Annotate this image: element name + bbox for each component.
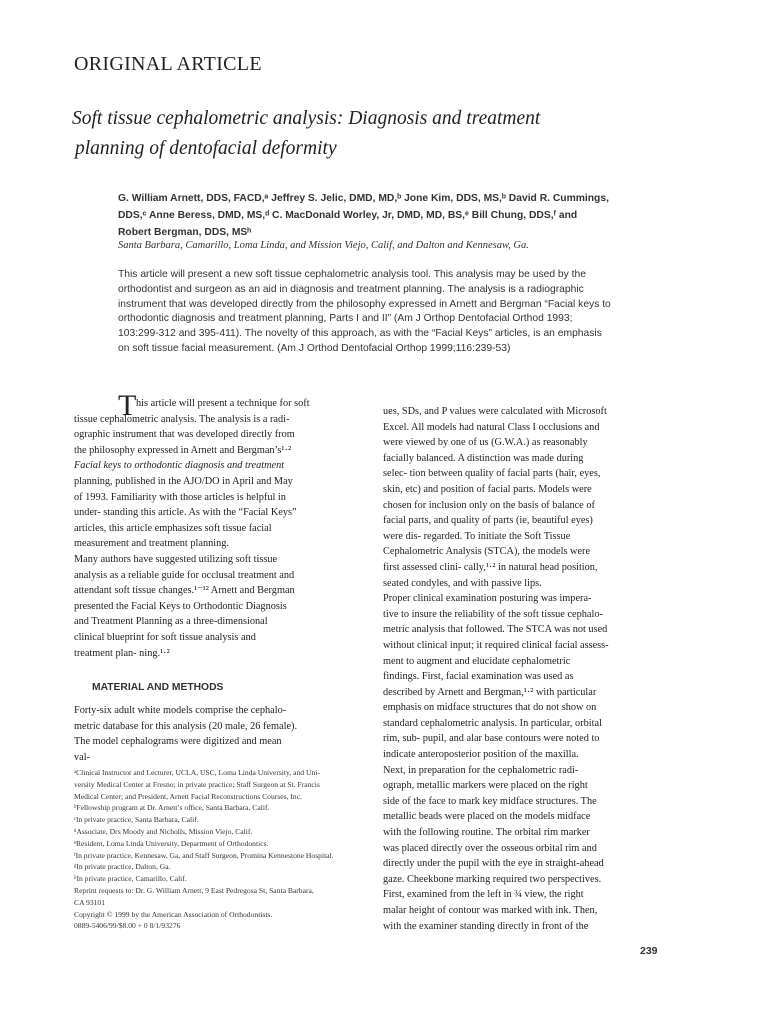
body-line: and Treatment Planning as a three-dimensional: [74, 616, 268, 628]
body-line: emphasis on midface structures that do not show on: [383, 702, 597, 714]
footnote-line: ʰIn private practice, Camarillo, Calif.: [74, 874, 187, 884]
body-line: Proper clinical examination posturing was impera-: [383, 593, 592, 605]
footnotes: [74, 767, 364, 932]
body-line: First, examined from the left in ¾ view, the right: [383, 889, 584, 901]
body-line: without clinical input; it required clinical facial assess-: [383, 639, 609, 651]
body-line: malar height of contour was marked with ink. Then,: [383, 905, 598, 916]
body-line: rim, sub- pupil, and alar base contours were noted to: [383, 733, 600, 745]
body-line: metric analysis that followed. The STCA was not used: [383, 624, 608, 636]
abstract-line: on soft tissue facial measurement. (Am J Orthod Dentofacial Orthop 1999;116:239-53): [118, 342, 511, 354]
body-line: presented the Facial Keys to Orthodontic Diagnosis: [74, 600, 287, 612]
section-heading: MATERIAL AND METHODS: [92, 682, 224, 693]
footnote-line: ᵉResident, Loma Linda University, Department of Orthodontics.: [74, 838, 269, 848]
author-line: G. William Arnett, DDS, FACD,ᵃ Jeffrey S. Jelic, DMD, MD,ᵇ Jone Kim, DDS, MS,ᵇ David R. Cummings,: [118, 193, 609, 204]
body-line: seated condyles, and with passive lips.: [383, 577, 542, 589]
body-line: were dis- regarded. To initiate the Soft Tissue: [383, 530, 571, 542]
footnote-line: Medical Center; and President, Arnett Facial Reconstructions Courses, Inc.: [74, 791, 302, 801]
body-line: chosen for inclusion only on the basis of balance of: [383, 499, 595, 511]
section-label: ORIGINAL ARTICLE: [74, 53, 262, 75]
footnote-line: ᶠIn private practice, Kennesaw, Ga, and Staff Surgeon, Promina Kennestone Hospital.: [74, 850, 334, 860]
body-line: treatment plan- ning.¹·²: [74, 647, 170, 659]
body-line: side of the face to mark key midface structures. The: [383, 795, 597, 807]
footnote-line: Copyright © 1999 by the American Association of Orthodontists.: [74, 909, 273, 919]
body-line: Forty-six adult white models comprise the cephalo-: [74, 705, 287, 716]
body-line: under- standing this article. As with the “Facial Keys”: [74, 507, 297, 519]
footnote-line: versity Medical Center at Fresno; in private practice; Staff Surgeon at St. Francis: [74, 779, 320, 789]
body-line: the philosophy expressed in Arnett and Bergman’s¹·²: [74, 444, 292, 456]
body-line: findings. First, facial examination was used as: [383, 671, 574, 683]
abstract-line: instrument that was developed directly from the philosophy expressed in Arnett and Bergman “Facial keys to: [118, 298, 611, 310]
left-column-intro: [74, 396, 354, 661]
footnote-line: ᶜIn private practice, Santa Barbara, Calif.: [74, 815, 199, 825]
abstract: [118, 268, 663, 357]
footnote-line: ᵃClinical Instructor and Lecturer, UCLA, USC, Loma Linda University, and Uni-: [74, 768, 320, 777]
body-line: indicate anteroposterior position of the maxilla.: [383, 749, 579, 761]
body-line: measurement and treatment planning.: [74, 538, 229, 550]
left-column-methods: [74, 703, 354, 765]
body-line: Facial keys to orthodontic diagnosis and treatment: [74, 460, 285, 472]
footnote-line: Reprint requests to: Dr. G. William Arnett, 9 East Pedregosa St, Santa Barbara,: [74, 885, 314, 895]
footnote-line: CA 93101: [74, 897, 106, 907]
author-line: DDS,ᶜ Anne Beress, DMD, MS,ᵈ C. MacDonald Worley, Jr, DMD, MD, BS,ᵉ Bill Chung, DDS,ᶠ and: [118, 210, 578, 221]
drop-cap: T: [118, 389, 137, 422]
footnote-line: 0889-5406/99/$8.00 + 0 8/1/93276: [74, 921, 181, 931]
body-line: gaze. Cheekbone marking required two perspectives.: [383, 873, 602, 885]
page-number: 239: [640, 945, 658, 957]
body-line: ment to augment and elucidate cephalometric: [383, 655, 571, 667]
abstract-line: 103:299-312 and 395-411). The novelty of this approach, as with the “Facial Keys” articles, is an emphasis: [118, 328, 602, 340]
body-line: articles, this article emphasizes soft tissue facial: [74, 522, 272, 534]
body-line: skin, etc) and position of facial parts. Models were: [383, 483, 592, 495]
body-line: directly under the pupil with the eye in straight-ahead: [383, 858, 604, 870]
body-line: facial parts, and quality of parts (ie, beautiful eyes): [383, 515, 593, 527]
body-line: of 1993. Familiarity with those articles is helpful in: [74, 491, 286, 503]
body-line: his article will present a technique for soft: [136, 398, 310, 409]
body-line: Excel. All models had natural Class I occlusions and: [383, 421, 600, 433]
body-line: Many authors have suggested utilizing soft tissue: [74, 553, 278, 565]
body-line: tive to insure the reliability of the soft tissue cephalo-: [383, 608, 603, 620]
body-line: with the examiner standing directly in front of the: [383, 920, 589, 932]
body-line: ues, SDs, and P values were calculated with Microsoft: [383, 406, 607, 417]
footnote-line: ᵇFellowship program at Dr. Arnett’s office, Santa Barbara, Calif.: [74, 803, 270, 813]
body-line: Next, in preparation for the cephalometric radi-: [383, 764, 579, 776]
body-line: were viewed by one of us (G.W.A.) as reasonably: [383, 437, 588, 449]
body-line: clinical blueprint for soft tissue analysis and: [74, 631, 256, 643]
abstract-line: orthodontic diagnosis and treatment planning, Parts I and II” (Am J Orthop Dentofacial Orthod 1993;: [118, 313, 573, 325]
right-column: [383, 404, 663, 934]
body-line: ograph, metallic markers were placed on the right: [383, 780, 588, 792]
footnote-line: ᵈAssociate, Drs Moody and Nicholls, Mission Viejo, Calif.: [74, 826, 253, 836]
body-line: attendant soft tissue changes.¹⁻¹² Arnett and Bergman: [74, 585, 295, 597]
body-line: was placed directly over the osseous orbital rim and: [383, 842, 597, 854]
body-line: metallic beads were placed on the models midface: [383, 811, 591, 823]
body-line: with the following routine. The orbital rim marker: [383, 827, 590, 839]
body-line: Cephalometric Analysis (STCA), the models were: [383, 546, 591, 558]
body-line: first assessed clini- cally,¹·² in natural head position,: [383, 561, 598, 573]
title-line: planning of dentofacial deformity: [75, 138, 337, 159]
abstract-line: orthodontist and surgeon as an aid in diagnosis and treatment planning. The analysis is a radiographic: [118, 283, 584, 295]
body-line: The model cephalograms were digitized and mean: [74, 736, 282, 748]
title-line: Soft tissue cephalometric analysis: Diagnosis and treatment: [72, 108, 541, 129]
author-list: [118, 190, 638, 241]
body-line: metric database for this analysis (20 male, 26 female).: [74, 720, 298, 732]
body-line: described by Arnett and Bergman,¹·² with particular: [383, 686, 597, 698]
body-line: facially balanced. A distinction was made during: [383, 452, 584, 464]
body-line: standard cephalometric analysis. In particular, orbital: [383, 717, 602, 729]
footnote-line: ᵍIn private practice, Dalton, Ga.: [74, 862, 171, 872]
abstract-line: This article will present a new soft tissue cephalometric analysis tool. This analysis may be used by the: [118, 269, 586, 280]
article-title: [72, 104, 692, 164]
body-line: planning, published in the AJO/DO in April and May: [74, 475, 293, 487]
body-line: analysis as a reliable guide for occlusal treatment and: [74, 569, 295, 581]
body-line: ographic instrument that was developed directly from: [74, 429, 295, 441]
author-affiliation: Santa Barbara, Camarillo, Loma Linda, and Mission Viejo, Calif, and Dalton and Kennesaw, Ga.: [118, 240, 529, 251]
body-line: val-: [74, 751, 91, 763]
body-line: tissue cephalometric analysis. The analysis is a radi-: [74, 413, 290, 425]
author-line: Robert Bergman, DDS, MSʰ: [118, 227, 252, 238]
body-line: selec- tion between quality of facial parts (hair, eyes,: [383, 468, 601, 480]
